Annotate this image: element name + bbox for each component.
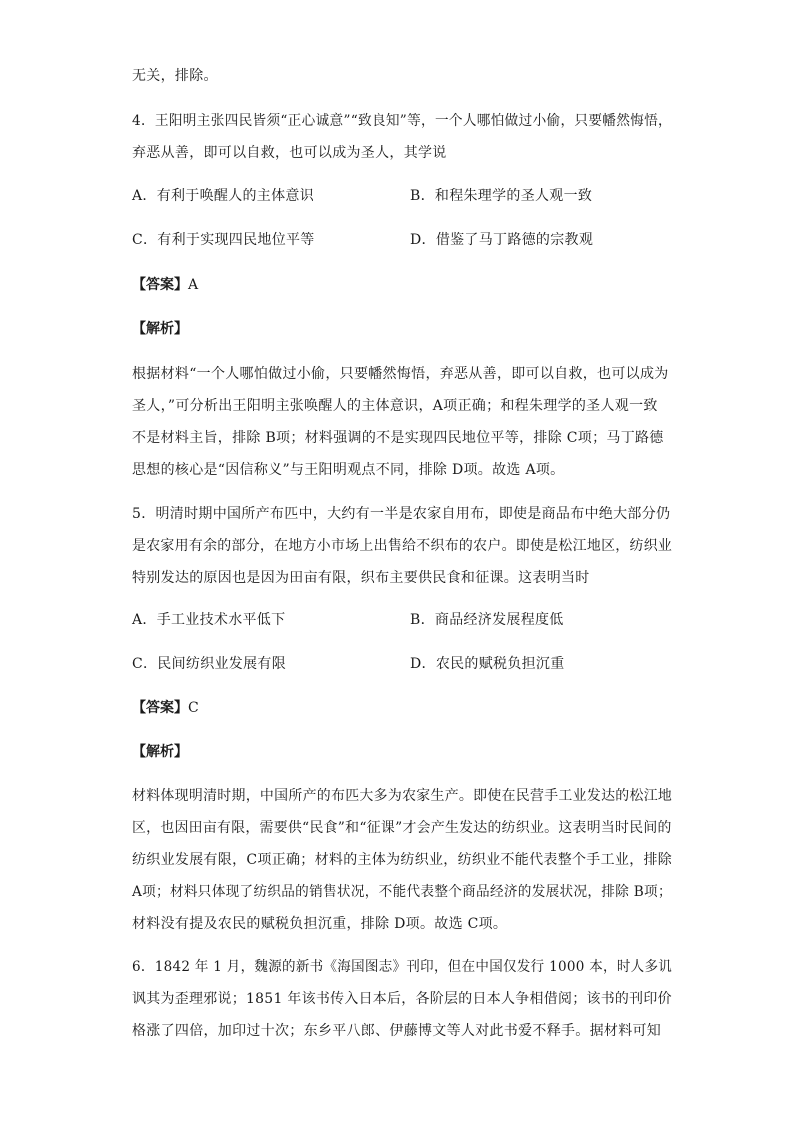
analysis-line: A项；材料只体现了纺织品的销售状况，不能代表整个商品经济的发展状况，排除 B项；: [132, 884, 672, 900]
question-stem-line: 格涨了四倍，加印过十次；东乡平八郎、伊藤博文等人对此书爱不释手。据材料可知: [132, 1023, 662, 1039]
answer-label: 【答案】: [132, 700, 188, 716]
question-stem-line: 4．王阳明主张四民皆须“正心诚意”“致良知”等，一个人哪怕做过小偷，只要幡然悔悟，: [132, 113, 672, 129]
intro-line: 无关，排除。: [132, 68, 218, 84]
analysis-line: 材料体现明清时期，中国所产的布匹大多为农家生产。即使在民营手工业发达的松江地: [132, 788, 673, 804]
analysis-line: 不是材料主旨，排除 B项；材料强调的不是实现四民地位平等，排除 C项；马丁路德: [132, 430, 664, 446]
option-d: D．借鉴了马丁路德的宗教观: [410, 232, 594, 248]
analysis-label: 【解析】: [132, 744, 188, 760]
answer-value: C: [188, 700, 199, 716]
question-stem-line: 弃恶从善，即可以自救，也可以成为圣人，其学说: [132, 145, 447, 161]
question-stem-line: 6．1842 年 1 月，魏源的新书《海国图志》刊印，但在中国仅发行 1000 本，时人多讥: [132, 959, 673, 975]
analysis-line: 圣人，”可分析出王阳明主张唤醒人的主体意识，A项正确；和程朱理学的圣人观一致: [132, 398, 658, 414]
option-b: B．和程朱理学的圣人观一致: [410, 188, 593, 204]
option-a: A．手工业技术水平低下: [132, 612, 286, 628]
option-a: A．有利于唤醒人的主体意识: [132, 188, 315, 204]
answer-value: A: [188, 277, 199, 293]
question-stem-line: 是农家用有余的部分，在地方小市场上出售给不织布的农户。即使是松江地区，纺织业: [132, 538, 673, 554]
analysis-line: 根据材料“一个人哪怕做过小偷，只要幡然悔悟，弃恶从善，即可以自救，也可以成为: [132, 366, 669, 382]
analysis-line: 区，也因田亩有限，需要供“民食”和“征课”才会产生发达的纺织业。这表明当时民间的: [132, 820, 672, 836]
analysis-line: 思想的核心是“因信称义”与王阳明观点不同，排除 D项。故选 A项。: [132, 462, 565, 478]
answer-label: 【答案】: [132, 277, 188, 293]
analysis-label: 【解析】: [132, 321, 188, 337]
option-d: D．农民的赋税负担沉重: [410, 656, 565, 672]
option-c: C．民间纺织业发展有限: [132, 656, 287, 672]
analysis-line: 材料没有提及农民的赋税负担沉重，排除 D项。故选 C项。: [132, 916, 508, 932]
question-stem-line: 5．明清时期中国所产布匹中，大约有一半是农家自用布，即使是商品布中绝大部分仍: [132, 506, 671, 522]
question-stem-line: 讽其为歪理邪说；1851 年该书传入日本后，各阶层的日本人争相借阅；该书的刊印价: [132, 991, 672, 1007]
option-b: B．商品经济发展程度低: [410, 612, 564, 628]
answer-line: [132, 698, 199, 718]
analysis-line: 纺织业发展有限，C项正确；材料的主体为纺织业，纺织业不能代表整个手工业，排除: [132, 852, 673, 868]
answer-line: [132, 275, 198, 295]
option-c: C．有利于实现四民地位平等: [132, 232, 315, 248]
question-stem-line: 特别发达的原因也是因为田亩有限，织布主要供民食和征课。这表明当时: [132, 570, 590, 586]
